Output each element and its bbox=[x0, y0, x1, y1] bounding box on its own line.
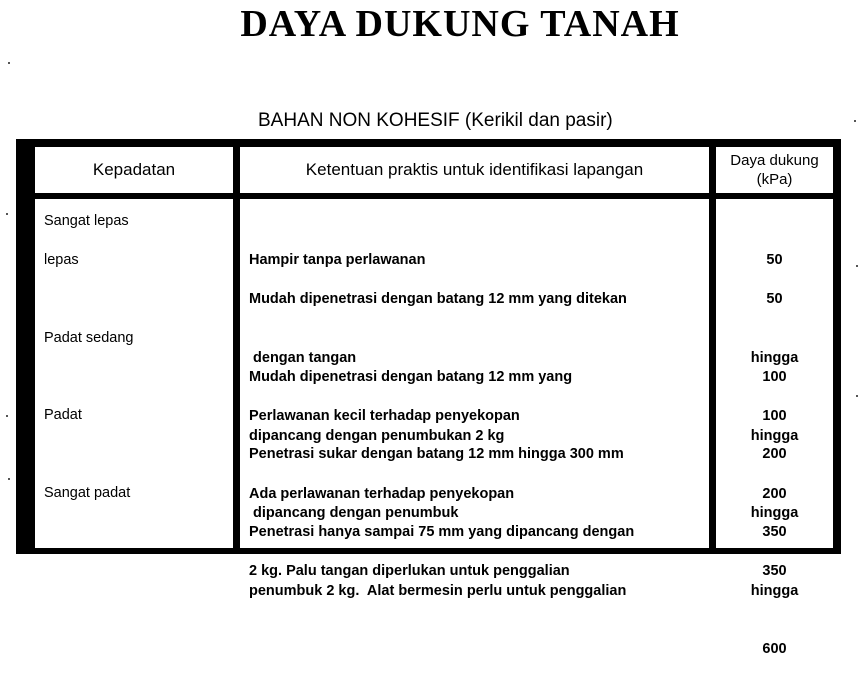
header-criteria: Ketentuan praktis untuk identifikasi lapangan bbox=[240, 147, 709, 193]
capacity-column bbox=[716, 199, 833, 657]
density-cell: Sangat lepas bbox=[44, 213, 129, 229]
scan-speck bbox=[8, 62, 10, 64]
density-cell: Padat bbox=[44, 407, 82, 423]
capacity-cell: 50 bbox=[766, 252, 783, 268]
scan-speck bbox=[8, 478, 10, 480]
capacity-cell: 100 hingga 200 bbox=[750, 369, 799, 502]
capacity-cell: 350 hingga 600 bbox=[750, 524, 799, 657]
criteria-cell: Penetrasi sukar dengan batang 12 mm hingga 300 mm dipancang dengan penumbuk 2 kg. Palu tangan diperlukan untuk penggalian bbox=[249, 446, 624, 579]
density-cell: Padat sedang bbox=[44, 330, 134, 346]
criteria-cell: Mudah dipenetrasi dengan batang 12 mm yang dipancang dengan penumbukan 2 kg Ada perlawanan terhadap penyekopan bbox=[249, 369, 573, 502]
criteria-cell: Mudah dipenetrasi dengan batang 12 mm yang ditekan dengan tangan Perlawanan kecil terhadap penyekopan bbox=[249, 291, 627, 424]
scan-speck bbox=[856, 395, 858, 397]
capacity-cell: 50 hingga 100 bbox=[750, 291, 799, 424]
scan-speck bbox=[6, 415, 8, 417]
criteria-column bbox=[240, 199, 709, 599]
density-cell: lepas bbox=[44, 252, 79, 268]
density-cell: Sangat padat bbox=[44, 485, 131, 501]
criteria-cell: Penetrasi hanya sampai 75 mm yang dipancang dengan penumbuk 2 kg. Alat bermesin perlu untuk penggalian bbox=[249, 524, 635, 599]
criteria-cell: Hampir tanpa perlawanan bbox=[249, 252, 426, 268]
table-subtitle: BAHAN NON KOHESIF (Kerikil dan pasir) bbox=[258, 110, 613, 131]
page-title: DAYA DUKUNG TANAH bbox=[240, 3, 680, 45]
density-column bbox=[35, 199, 233, 548]
header-capacity: Daya dukung (kPa) bbox=[716, 147, 833, 193]
scan-speck bbox=[856, 265, 858, 267]
capacity-cell: 200 hingga 350 bbox=[750, 446, 799, 579]
scan-speck bbox=[6, 213, 8, 215]
scan-speck bbox=[854, 120, 856, 122]
bearing-capacity-table bbox=[16, 139, 841, 657]
header-density: Kepadatan bbox=[35, 147, 233, 193]
